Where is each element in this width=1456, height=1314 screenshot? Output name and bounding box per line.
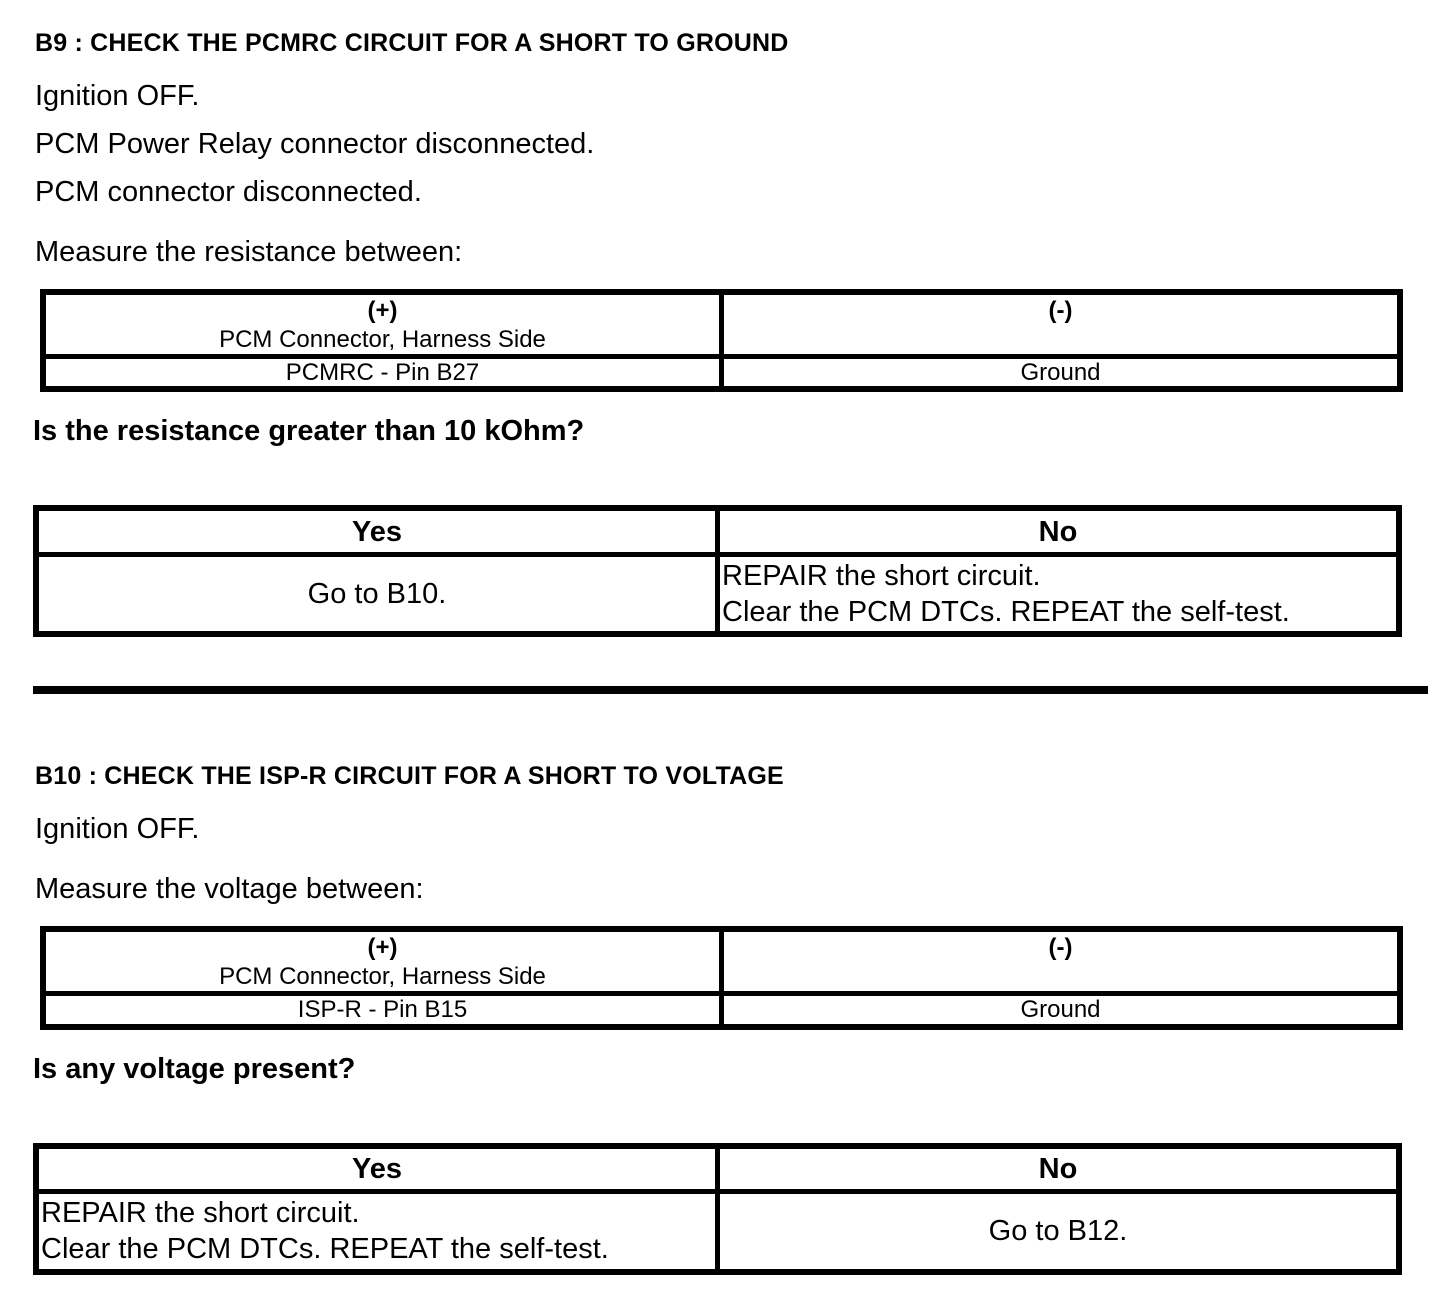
section-b10	[33, 762, 1436, 1274]
measurement-table	[40, 289, 1403, 393]
positive-label: PCM Connector, Harness Side	[219, 325, 546, 353]
section-b9	[33, 29, 1436, 637]
question-text: Is the resistance greater than 10 kOhm?	[33, 415, 585, 448]
decision-table	[33, 505, 1402, 637]
measurement-header-row	[43, 292, 1400, 357]
measure-intro: Measure the resistance between:	[35, 235, 463, 268]
yes-action-cell	[36, 1192, 718, 1272]
decision-data-row	[36, 554, 1399, 634]
step-text: Ignition OFF.	[35, 813, 200, 845]
positive-point-cell: ISP-R - Pin B15	[43, 994, 722, 1027]
no-header-cell: No	[718, 508, 1400, 554]
measurement-table	[40, 926, 1403, 1030]
step-text: PCM connector disconnected.	[35, 175, 422, 208]
yes-action-line: Clear the PCM DTCs. REPEAT the self-test.	[41, 1233, 609, 1266]
positive-header-cell	[43, 292, 722, 357]
step-text: Ignition OFF.	[35, 79, 200, 112]
decision-header-row	[36, 508, 1399, 554]
question-text: Is any voltage present?	[33, 1052, 356, 1085]
decision-data-row	[36, 1192, 1399, 1272]
no-header-cell: No	[718, 1146, 1400, 1192]
positive-sign: (+)	[367, 296, 398, 324]
yes-header-cell: Yes	[36, 1146, 718, 1192]
section-divider-rule	[33, 686, 1428, 694]
negative-point-cell: Ground	[722, 356, 1401, 389]
negative-sign: (-)	[1048, 296, 1073, 324]
negative-point-cell: Ground	[722, 994, 1401, 1027]
yes-action-line: REPAIR the short circuit.	[41, 1197, 360, 1230]
yes-action-line: Go to B10.	[307, 578, 447, 610]
decision-table	[33, 1143, 1402, 1275]
yes-header-cell: Yes	[36, 508, 718, 554]
section-heading: B10 : CHECK THE ISP-R CIRCUIT FOR A SHORT TO VOLTAGE	[35, 762, 784, 791]
positive-label: PCM Connector, Harness Side	[219, 963, 546, 990]
step-text: PCM Power Relay connector disconnected.	[35, 127, 595, 160]
no-action-line: REPAIR the short circuit.	[722, 560, 1041, 592]
measure-intro: Measure the voltage between:	[35, 873, 424, 905]
positive-header-cell	[43, 929, 722, 994]
no-action-cell	[718, 554, 1400, 634]
measurement-data-row	[43, 994, 1400, 1027]
negative-header-cell	[722, 292, 1401, 357]
positive-point-cell: PCMRC - Pin B27	[43, 356, 722, 389]
measurement-header-row	[43, 929, 1400, 994]
measurement-data-row	[43, 356, 1400, 389]
no-action-line: Clear the PCM DTCs. REPEAT the self-test.	[722, 596, 1290, 628]
no-action-line: Go to B12.	[988, 1215, 1128, 1248]
no-action-cell	[718, 1192, 1400, 1272]
positive-sign: (+)	[367, 934, 398, 961]
section-heading: B9 : CHECK THE PCMRC CIRCUIT FOR A SHORT TO GROUND	[35, 29, 789, 57]
negative-sign: (-)	[1048, 934, 1073, 961]
negative-header-cell	[722, 929, 1401, 994]
yes-action-cell	[36, 554, 718, 634]
decision-header-row	[36, 1146, 1399, 1192]
